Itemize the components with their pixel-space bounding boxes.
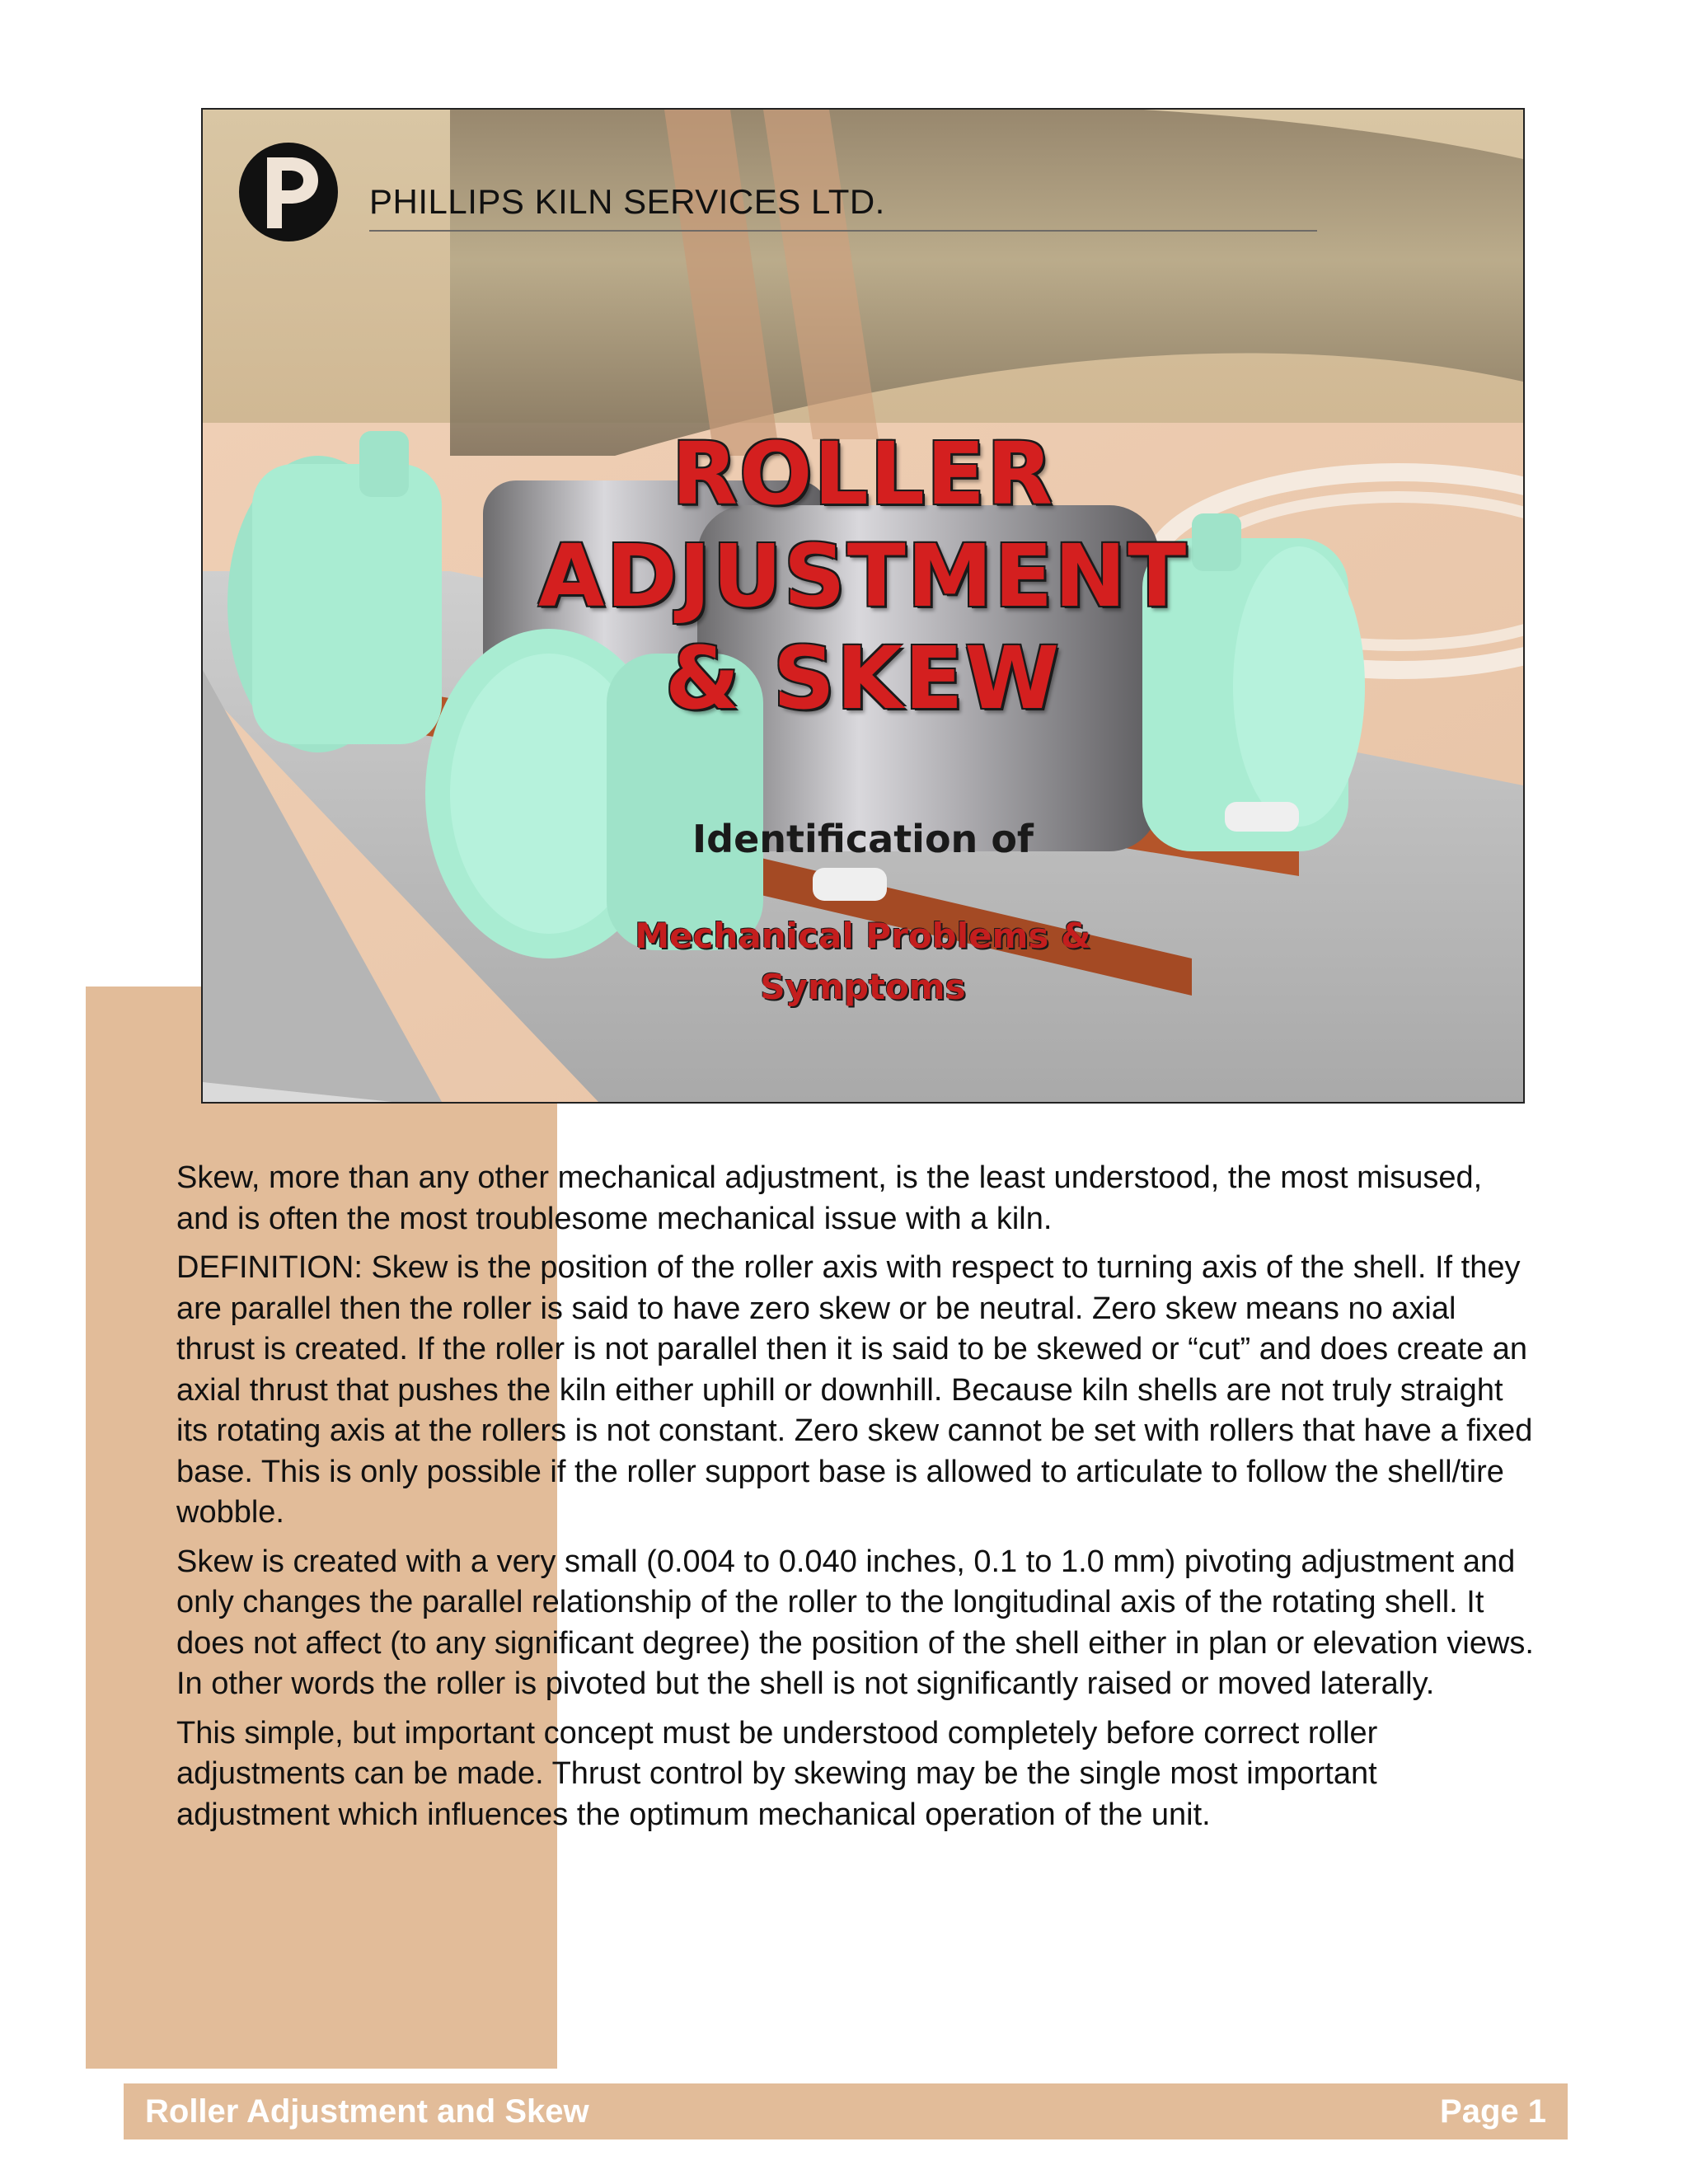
cover-illustration [201,108,1525,1104]
company-divider [369,230,1317,232]
cover-title [203,423,1523,729]
title-line-2: ADJUSTMENT [537,526,1189,626]
body-text [176,1158,1536,1844]
footer-title: Roller Adjustment and Skew [145,2093,589,2130]
company-name: PHILLIPS KILN SERVICES LTD. [369,182,885,221]
title-line-1: ROLLER [671,424,1055,524]
paragraph-intro: Skew, more than any other mechanical adjustment, is the least understood, the most misused, and is often the most troublesome mechanical issue with a kiln. [176,1160,1483,1236]
paragraph-conclusion: This simple, but important concept must be understood completely before correct roller adjustments can be made. Thrust control by skewing may be the single most important adjustment which influences the optimum mechanical operation of the unit. [176,1715,1378,1832]
page-footer [124,2083,1568,2139]
cover-subtitle: Identification of [692,817,1034,861]
phillips-logo-icon [236,139,341,245]
subtitle-red-line-1: Mechanical Problems & [635,916,1091,956]
cover-subtitle-red [203,911,1523,1013]
subtitle-red-line-2: Symptoms [760,967,966,1007]
title-line-3: & SKEW [664,628,1062,729]
paragraph-skew-creation: Skew is created with a very small (0.004 to 0.040 inches, 0.1 to 1.0 mm) pivoting adjustment and only changes the parallel relationship of the roller to the longitudinal axis of the rotating shell. It does not affect (to any significant degree) the position of the shell either in plan or elevation views. In other words the roller is pivoted but the shell is not significantly raised or moved laterally. [176,1544,1534,1701]
page-number: Page 1 [1440,2093,1546,2130]
paragraph-definition: DEFINITION: Skew is the position of the roller axis with respect to turning axis of the shell. If they are parallel then the roller is said to have zero skew or be neutral. Zero skew means no axial thrust is created. If the roller is not parallel then it is said to be skewed or “cut” and does create an axial thrust that pushes the kiln either uphill or downhill. Because kiln shells are not truly straight its rotating axis at the rollers is not constant. Zero skew cannot be set with rollers that have a fixed base. This is only possible if the roller support base is allowed to articulate to follow the shell/tire wobble. [176,1250,1533,1530]
